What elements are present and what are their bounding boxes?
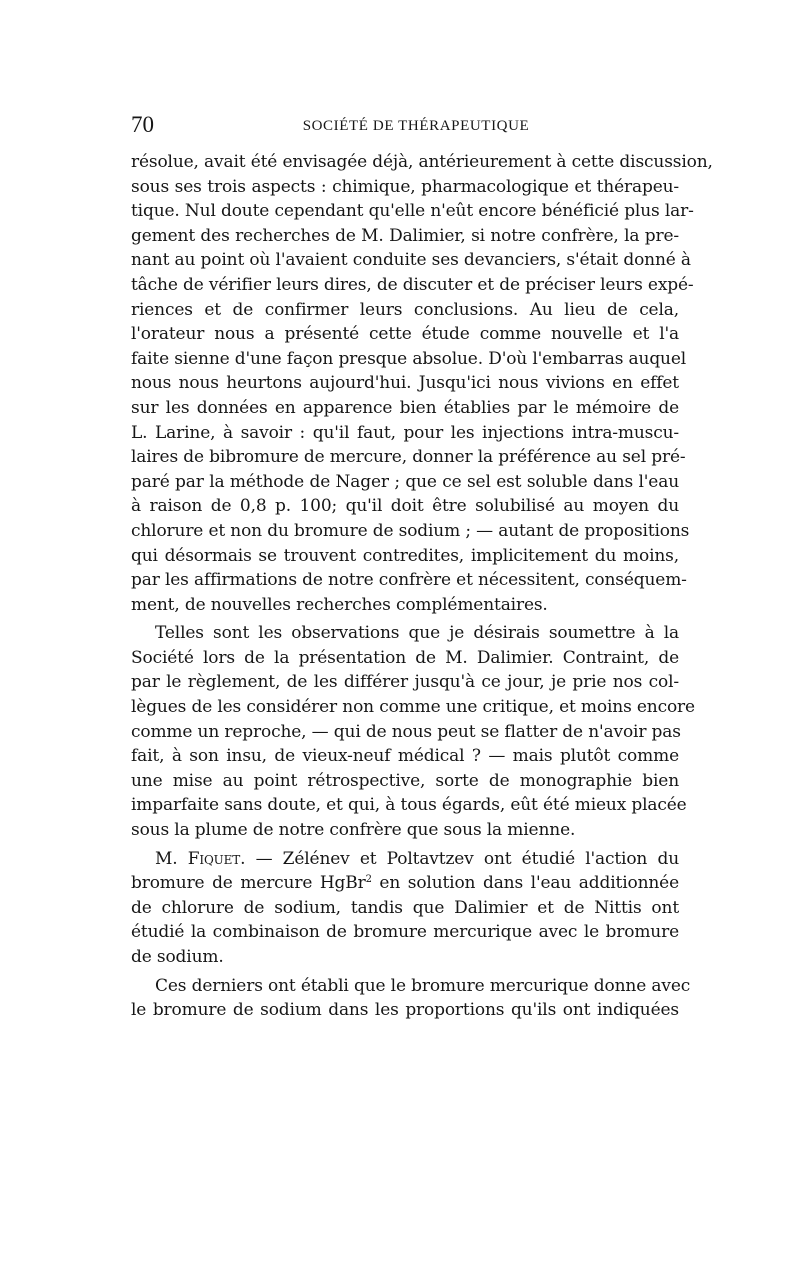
text-line: nous nous heurtons aujourd'hui. Jusqu'ici nous vivions en effet [131, 373, 679, 394]
text-line: ment, de nouvelles recherches complémentaires. [131, 594, 548, 615]
text-line: de sodium. [131, 947, 224, 967]
text-line: tique. Nul doute cependant qu'elle n'eût encore bénéficié plus lar- [131, 201, 694, 222]
text-line: à raison de 0,8 p. 100; qu'il doit être solubilisé au moyen du [131, 496, 679, 517]
text-line: lègues de les considérer non comme une critique, et moins encore [131, 697, 695, 718]
chemical-formula [320, 873, 372, 893]
document-page [131, 110, 713, 1023]
text-line: nant au point où l'avaient conduite ses devanciers, s'était donné à [131, 250, 691, 271]
formula-superscript: 2 [365, 874, 372, 886]
text-line: par les affirmations de notre confrère et nécessitent, conséquem- [131, 570, 687, 591]
text-line: paré par la méthode de Nager ; que ce sel est soluble dans l'eau [131, 471, 679, 492]
text-line: étudié la combinaison de bromure mercurique avec le bromure [131, 922, 679, 943]
text-line: imparfaite sans doute, et qui, à tous égards, eût été mieux placée [131, 795, 687, 816]
text-line: le bromure de sodium dans les proportions qu'ils ont indiquées [131, 1000, 679, 1021]
text-line: comme un reproche, — qui de nous peut se flatter de n'avoir pas [131, 721, 681, 742]
text-line: une mise au point rétrospective, sorte de monographie bien [131, 770, 679, 791]
text-line [131, 847, 679, 872]
running-title: SOCIÉTÉ DE THÉRAPEUTIQUE [302, 118, 530, 134]
paragraph-1 [131, 150, 713, 617]
text-line [131, 871, 679, 896]
text-line: gement des recherches de M. Dalimier, si notre confrère, la pre- [131, 225, 679, 246]
formula-base: HgBr [319, 873, 366, 894]
text-line: fait, à son insu, de vieux-neuf médical ? — mais plutôt comme [131, 746, 679, 767]
text-line: par le règlement, de les différer jusqu'à ce jour, je prie nos col- [131, 672, 679, 693]
page-header [131, 110, 679, 146]
text-line: sous la plume de notre confrère que sous la mienne. [131, 820, 576, 841]
text-fragment: bromure de mercure [131, 873, 320, 894]
text-line: résolue, avait été envisagée déjà, antérieurement à cette discussion, [131, 152, 713, 172]
text-line: sur les données en apparence bien établies par le mémoire de [131, 397, 679, 418]
paragraph-4 [131, 974, 691, 1023]
text-line: qui désormais se trouvent contredites, implicitement du moins, [131, 545, 679, 566]
text-line: tâche de vérifier leurs dires, de discuter et de préciser leurs expé- [131, 274, 694, 295]
text-line: l'orateur nous a présenté cette étude comme nouvelle et l'a [131, 324, 679, 345]
text-line: L. Larine, à savoir : qu'il faut, pour les injections intra-muscu- [131, 422, 679, 443]
text-line: laires de bibromure de mercure, donner la préférence au sel pré- [131, 447, 686, 468]
text-fragment: — Zélénev et Poltavtzev ont étudié l'action du [245, 848, 679, 869]
text-line: chlorure et non du bromure de sodium ; — autant de propositions [131, 520, 690, 541]
page-number: 70 [131, 112, 154, 137]
text-fragment: en solution dans l'eau additionnée [371, 873, 679, 894]
paragraph-3 [131, 847, 679, 970]
text-line: Telles sont les observations que je désirais soumettre à la [155, 623, 679, 644]
paragraph-2 [131, 621, 695, 842]
body-text [131, 150, 713, 1023]
text-line: Ces derniers ont établi que le bromure mercurique donne avec [155, 975, 691, 996]
text-line: faite sienne d'une façon presque absolue. D'où l'embarras auquel [131, 348, 687, 369]
text-line: sous ses trois aspects : chimique, pharmacologique et thérapeu- [131, 176, 679, 197]
speaker-name: M. Fiquet. [155, 848, 246, 869]
text-line: de chlorure de sodium, tandis que Dalimier et de Nittis ont [131, 897, 679, 918]
text-line: Société lors de la présentation de M. Dalimier. Contraint, de [131, 647, 679, 668]
text-line: riences et de confirmer leurs conclusions. Au lieu de cela, [131, 299, 679, 320]
